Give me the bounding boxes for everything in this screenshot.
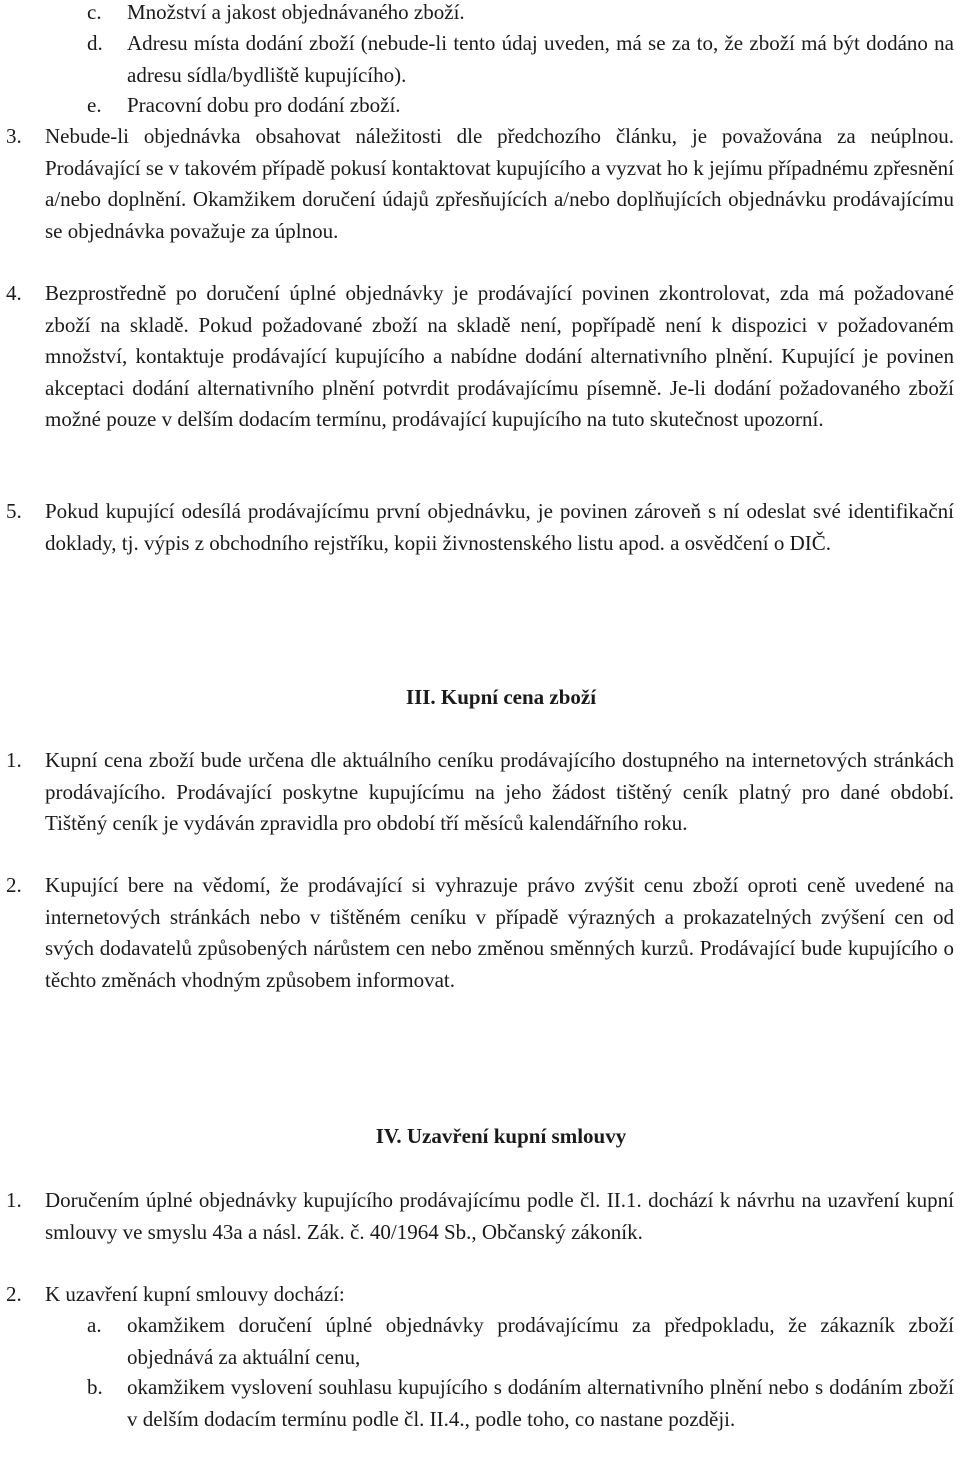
list-item-e <box>0 90 960 122</box>
list-marker: b. <box>87 1375 103 1399</box>
clause-number: 4. <box>6 281 22 305</box>
list-item-text: okamžikem doručení úplné objednávky prodávajícímu za předpokladu, že zákazník zboží objednává za aktuální cenu, <box>127 1313 954 1369</box>
list-marker: c. <box>87 0 102 24</box>
list-marker: e. <box>87 93 102 117</box>
clause-number: 1. <box>6 748 22 772</box>
clause-text: Pokud kupující odesílá prodávajícímu první objednávku, je povinen zároveň s ní odeslat své identifikační doklady, tj. výpis z obchodního rejstříku, kopii živnostenského listu apod. a osvědčení o DIČ. <box>45 499 954 555</box>
clause-text: K uzavření kupní smlouvy dochází: <box>45 1282 345 1306</box>
clause-number: 2. <box>6 1282 22 1306</box>
list-item-c <box>0 0 960 29</box>
clause-number: 2. <box>6 873 22 897</box>
clause-3 <box>0 121 960 247</box>
clause-number: 3. <box>6 124 22 148</box>
list-item-text: Množství a jakost objednávaného zboží. <box>127 0 465 24</box>
list-item-text: okamžikem vyslovení souhlasu kupujícího s dodáním alternativního plnění nebo s dodáním zboží v delším dodacím termínu podle čl. II.4., podle toho, co nastane později. <box>127 1375 954 1431</box>
clause-text: Doručením úplné objednávky kupujícího prodávajícímu podle čl. II.1. dochází k návrhu na uzavření kupní smlouvy ve smyslu 43a a násl. Zák. č. 40/1964 Sb., Občanský zákoník. <box>45 1188 954 1244</box>
list-marker: d. <box>87 31 103 55</box>
list-item-d <box>0 28 960 91</box>
clause-1 <box>0 745 960 840</box>
list-marker: a. <box>87 1313 102 1337</box>
list-item-text: Adresu místa dodání zboží (nebude-li tento údaj uveden, má se za to, že zboží má být dodáno na adresu sídla/bydliště kupujícího). <box>127 31 954 87</box>
clause-4 <box>0 278 960 436</box>
list-item-a <box>0 1310 960 1373</box>
clause-text: Nebude-li objednávka obsahovat náležitosti dle předchozího článku, je považována za neúplnou. Prodávající se v takovém případě pokusí kontaktovat kupujícího a vyzvat ho k jejímu případnému zpřesnění a/nebo doplnění. Okamžikem doručení údajů zpřesňujících a/nebo doplňujících objednávku prodávajícímu se objednávka považuje za úplnou. <box>45 124 954 243</box>
section-heading: III. Kupní cena zboží <box>405 685 597 709</box>
clause-number: 1. <box>6 1188 22 1212</box>
clause-1 <box>0 1185 960 1248</box>
list-item-text: Pracovní dobu pro dodání zboží. <box>127 93 401 117</box>
list-item-b <box>0 1372 960 1435</box>
clause-2 <box>0 870 960 996</box>
clause-text: Bezprostředně po doručení úplné objednávky je prodávající povinen zkontrolovat, zda má požadované zboží na skladě. Pokud požadované zboží na skladě není, popřípadě není k dispozici v požadovaném množství, kontaktuje prodávající kupujícího a nabídne dodání alternativního plnění. Kupující je povinen akceptaci dodání alternativního plnění potvrdit prodávajícímu písemně. Je-li dodání požadovaného zboží možné pouze v delším dodacím termínu, prodávající kupujícího na tuto skutečnost upozorní. <box>45 281 954 431</box>
clause-text: Kupní cena zboží bude určena dle aktuálního ceníku prodávajícího dostupného na internetových stránkách prodávajícího. Prodávající poskytne kupujícímu na jeho žádost tištěný ceník platný pro dané období. Tištěný ceník je vydáván zpravidla pro období tří měsíců kalendářního roku. <box>45 748 954 835</box>
clause-5 <box>0 496 960 559</box>
section-heading: IV. Uzavření kupní smlouvy <box>375 1124 627 1148</box>
clause-text: Kupující bere na vědomí, že prodávající si vyhrazuje právo zvýšit cenu zboží oproti ceně uvedené na internetových stránkách nebo v tištěném ceníku v případě výrazných a prokazatelných zvýšení cen od svých dodavatelů způsobených nárůstem cen nebo změnou směnných kurzů. Prodávající bude kupujícího o těchto změnách vhodným způsobem informovat. <box>45 873 954 992</box>
clause-number: 5. <box>6 499 22 523</box>
clause-2 <box>0 1279 960 1311</box>
